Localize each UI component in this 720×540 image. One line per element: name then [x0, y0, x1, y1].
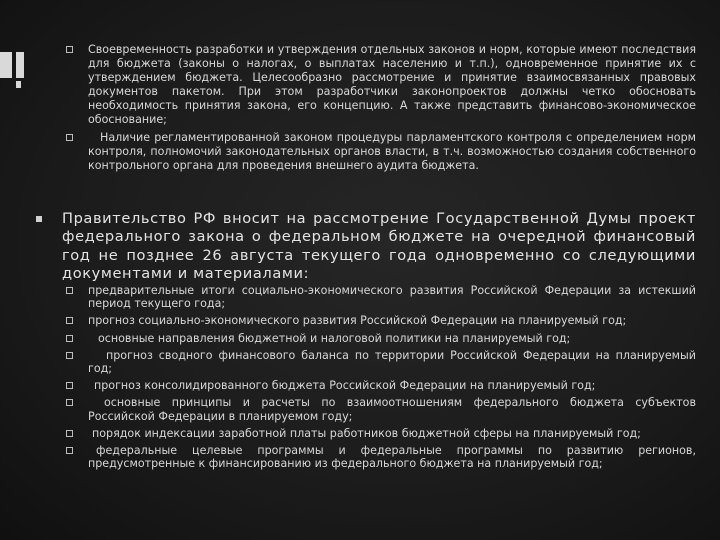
- hollow-square-bullet-icon: [66, 382, 73, 389]
- list-item: [0, 349, 720, 375]
- hollow-square-bullet-icon: [66, 352, 73, 359]
- list-item-text: прогноз консолидированного бюджета Российской Федерации на планируемый год;: [94, 379, 596, 393]
- main-point: [0, 210, 720, 284]
- list-item-text: федеральные целевые программы и федеральные программы по развитию регионов, предусмотренные к финансированию из федерального бюджета на планируемый год;: [88, 444, 696, 471]
- list-item: [0, 427, 720, 440]
- list-item-text: Наличие регламентированной законом процедуры парламентского контроля с определением норм контроля, полномочий законодательных органов власти, в т.ч. возможностью создания собственного контрольного органа для проведения внешнего аудита бюджета.: [88, 131, 696, 172]
- list-item-text: порядок индексации заработной платы работников бюджетной сферы на планируемый год;: [92, 426, 641, 440]
- list-item-text: основные принципы и расчеты по взаимоотношениям федерального бюджета субъектов Российской Федерации в планируемом году;: [88, 396, 696, 423]
- main-point-text: Правительство РФ вносит на рассмотрение Государственной Думы проект федерального закона о федеральном бюджете на очередной финансовый год не позднее 26 августа текущего года одновременно со следующими документами и материалами:: [62, 210, 696, 283]
- list-item: [0, 131, 720, 173]
- list-item-text: прогноз сводного финансового баланса по территории Российской Федерации на планируемый год;: [88, 348, 696, 376]
- top-bullet-list: [0, 43, 720, 173]
- hollow-square-bullet-icon: [66, 287, 73, 294]
- hollow-square-bullet-icon: [66, 399, 73, 406]
- hollow-square-bullet-icon: [66, 335, 73, 342]
- list-item-text: основные направления бюджетной и налоговой политики на планируемый год;: [98, 331, 571, 345]
- list-item-text: прогноз социально-экономического развития Российской Федерации на планируемый год;: [88, 314, 627, 328]
- hollow-square-bullet-icon: [66, 430, 73, 437]
- hollow-square-bullet-icon: [66, 447, 73, 454]
- list-item: [0, 314, 720, 327]
- list-item: [0, 379, 720, 392]
- documents-bullet-list: [0, 284, 720, 470]
- list-item: [0, 444, 720, 470]
- list-item-text: предварительные итоги социально-экономического развития Российской Федерации за истекший период текущего года;: [88, 284, 696, 311]
- filled-square-bullet-icon: [36, 216, 42, 222]
- list-item: [0, 332, 720, 345]
- hollow-square-bullet-icon: [66, 46, 73, 53]
- list-item-text: Своевременность разработки и утверждения отдельных законов и норм, которые имеют последствия для бюджета (законы о налогах, о выплатах населению и т.п.), одновременное принятие их с утверждением бюджета. Целесообразно рассмотрение и принятие взаимосвязанных правовых документов пакетом. При этом разработчики законопроектов должны четко обосновать необходимость принятия закона, его концепцию. А также представить финансово-экономическое обоснование;: [88, 43, 696, 126]
- hollow-square-bullet-icon: [66, 134, 73, 141]
- list-item: [0, 396, 720, 422]
- list-item: [0, 284, 720, 310]
- hollow-square-bullet-icon: [66, 317, 73, 324]
- main-bullet: [0, 210, 720, 284]
- list-item: [0, 43, 720, 127]
